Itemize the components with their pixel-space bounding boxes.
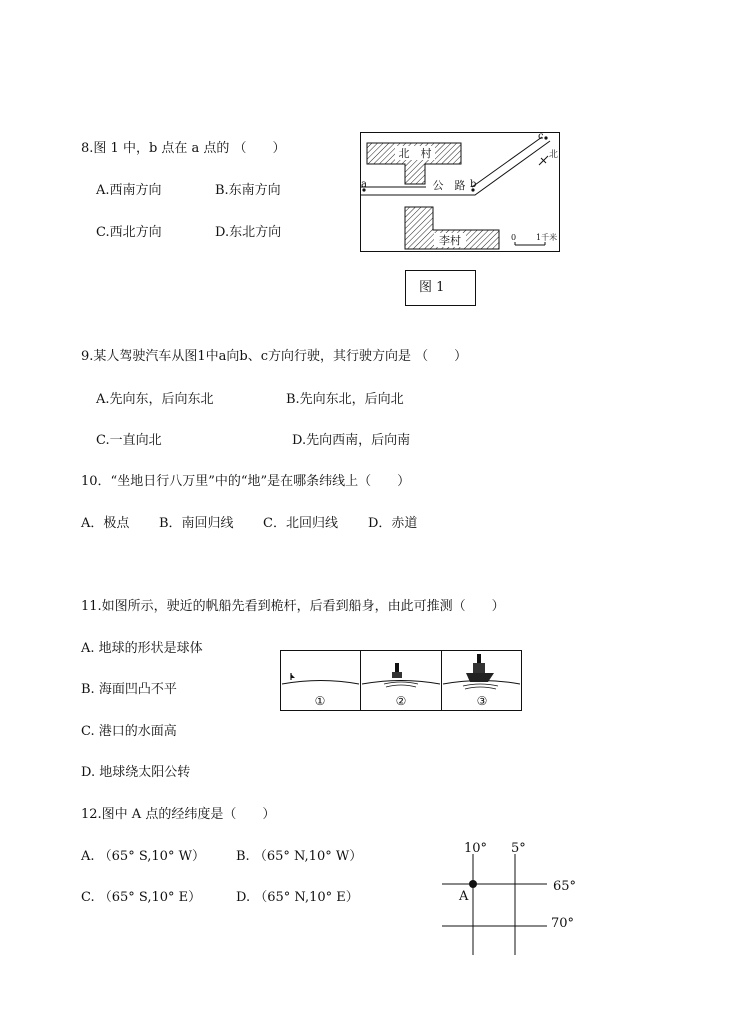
panel-label-2: ② bbox=[395, 694, 407, 708]
point-a-label: A bbox=[459, 889, 469, 904]
q11-option-a[interactable]: A. 地球的形状是球体 bbox=[81, 641, 203, 656]
panel-label-3: ③ bbox=[476, 694, 488, 708]
q8-option-d[interactable]: D.东北方向 bbox=[215, 225, 282, 240]
road-label: 公 路 bbox=[432, 179, 466, 192]
point-a-label: a bbox=[361, 179, 367, 190]
scale-zero: 0 bbox=[511, 233, 517, 242]
north-label: 北 bbox=[549, 150, 559, 160]
q9-option-d[interactable]: D.先向西南，后向南 bbox=[292, 433, 411, 448]
q12-option-c[interactable]: C. （65° S,10° E） bbox=[81, 890, 202, 905]
q10-stem: 10．“坐地日行八万里”中的“地”是在哪条纬线上（ ） bbox=[81, 474, 411, 489]
q9-option-c[interactable]: C.一直向北 bbox=[96, 433, 162, 448]
point-a-marker bbox=[469, 880, 477, 888]
north-village-label: 北 村 bbox=[398, 147, 432, 160]
q8-option-b[interactable]: B.东南方向 bbox=[215, 183, 281, 198]
q10-option-c[interactable]: C．北回归线 bbox=[263, 516, 338, 531]
ship-horizon-figure bbox=[280, 650, 523, 712]
figure-1-caption: 图 1 bbox=[419, 280, 445, 295]
q8-option-a[interactable]: A.西南方向 bbox=[96, 183, 162, 198]
q9-option-a[interactable]: A.先向东，后向东北 bbox=[96, 392, 214, 407]
lon-label-10: 10° bbox=[464, 841, 488, 856]
panel-label-1: ① bbox=[314, 694, 326, 708]
figure-1-map bbox=[360, 132, 561, 253]
q12-option-d[interactable]: D. （65° N,10° E） bbox=[236, 890, 359, 905]
scale-km: 1千米 bbox=[536, 233, 558, 242]
point-c-dot bbox=[544, 136, 547, 139]
q10-option-d[interactable]: D．赤道 bbox=[368, 516, 418, 531]
q9-stem: 9.某人驾驶汽车从图1中a向b、c方向行驶，其行驶方向是 （ ） bbox=[81, 349, 468, 364]
q12-option-b[interactable]: B. （65° N,10° W） bbox=[236, 849, 363, 864]
q11-stem: 11.如图所示，驶近的帆船先看到桅杆，后看到船身，由此可推测（ ） bbox=[81, 599, 505, 614]
q12-stem: 12.图中 A 点的经纬度是（ ） bbox=[81, 807, 276, 822]
q9-option-b[interactable]: B.先向东北，后向北 bbox=[286, 392, 404, 407]
lat-label-70: 70° bbox=[551, 916, 575, 931]
point-c-label: c bbox=[538, 131, 544, 142]
lat-label-65: 65° bbox=[553, 879, 577, 894]
lon-label-5: 5° bbox=[511, 841, 526, 856]
point-b-label: b bbox=[470, 179, 477, 190]
lat-lon-grid bbox=[440, 838, 600, 958]
q11-option-d[interactable]: D. 地球绕太阳公转 bbox=[81, 765, 191, 780]
q10-option-b[interactable]: B．南回归线 bbox=[159, 516, 234, 531]
q12-option-a[interactable]: A. （65° S,10° W） bbox=[81, 849, 205, 864]
q8-stem: 8.图 1 中，b 点在 a 点的 （ ） bbox=[81, 141, 286, 156]
q10-option-a[interactable]: A．极点 bbox=[81, 516, 130, 531]
q11-option-b[interactable]: B. 海面凹凸不平 bbox=[81, 682, 177, 697]
q11-option-c[interactable]: C. 港口的水面高 bbox=[81, 724, 177, 739]
li-village-label: 李村 bbox=[439, 234, 461, 247]
q8-option-c[interactable]: C.西北方向 bbox=[96, 225, 162, 240]
